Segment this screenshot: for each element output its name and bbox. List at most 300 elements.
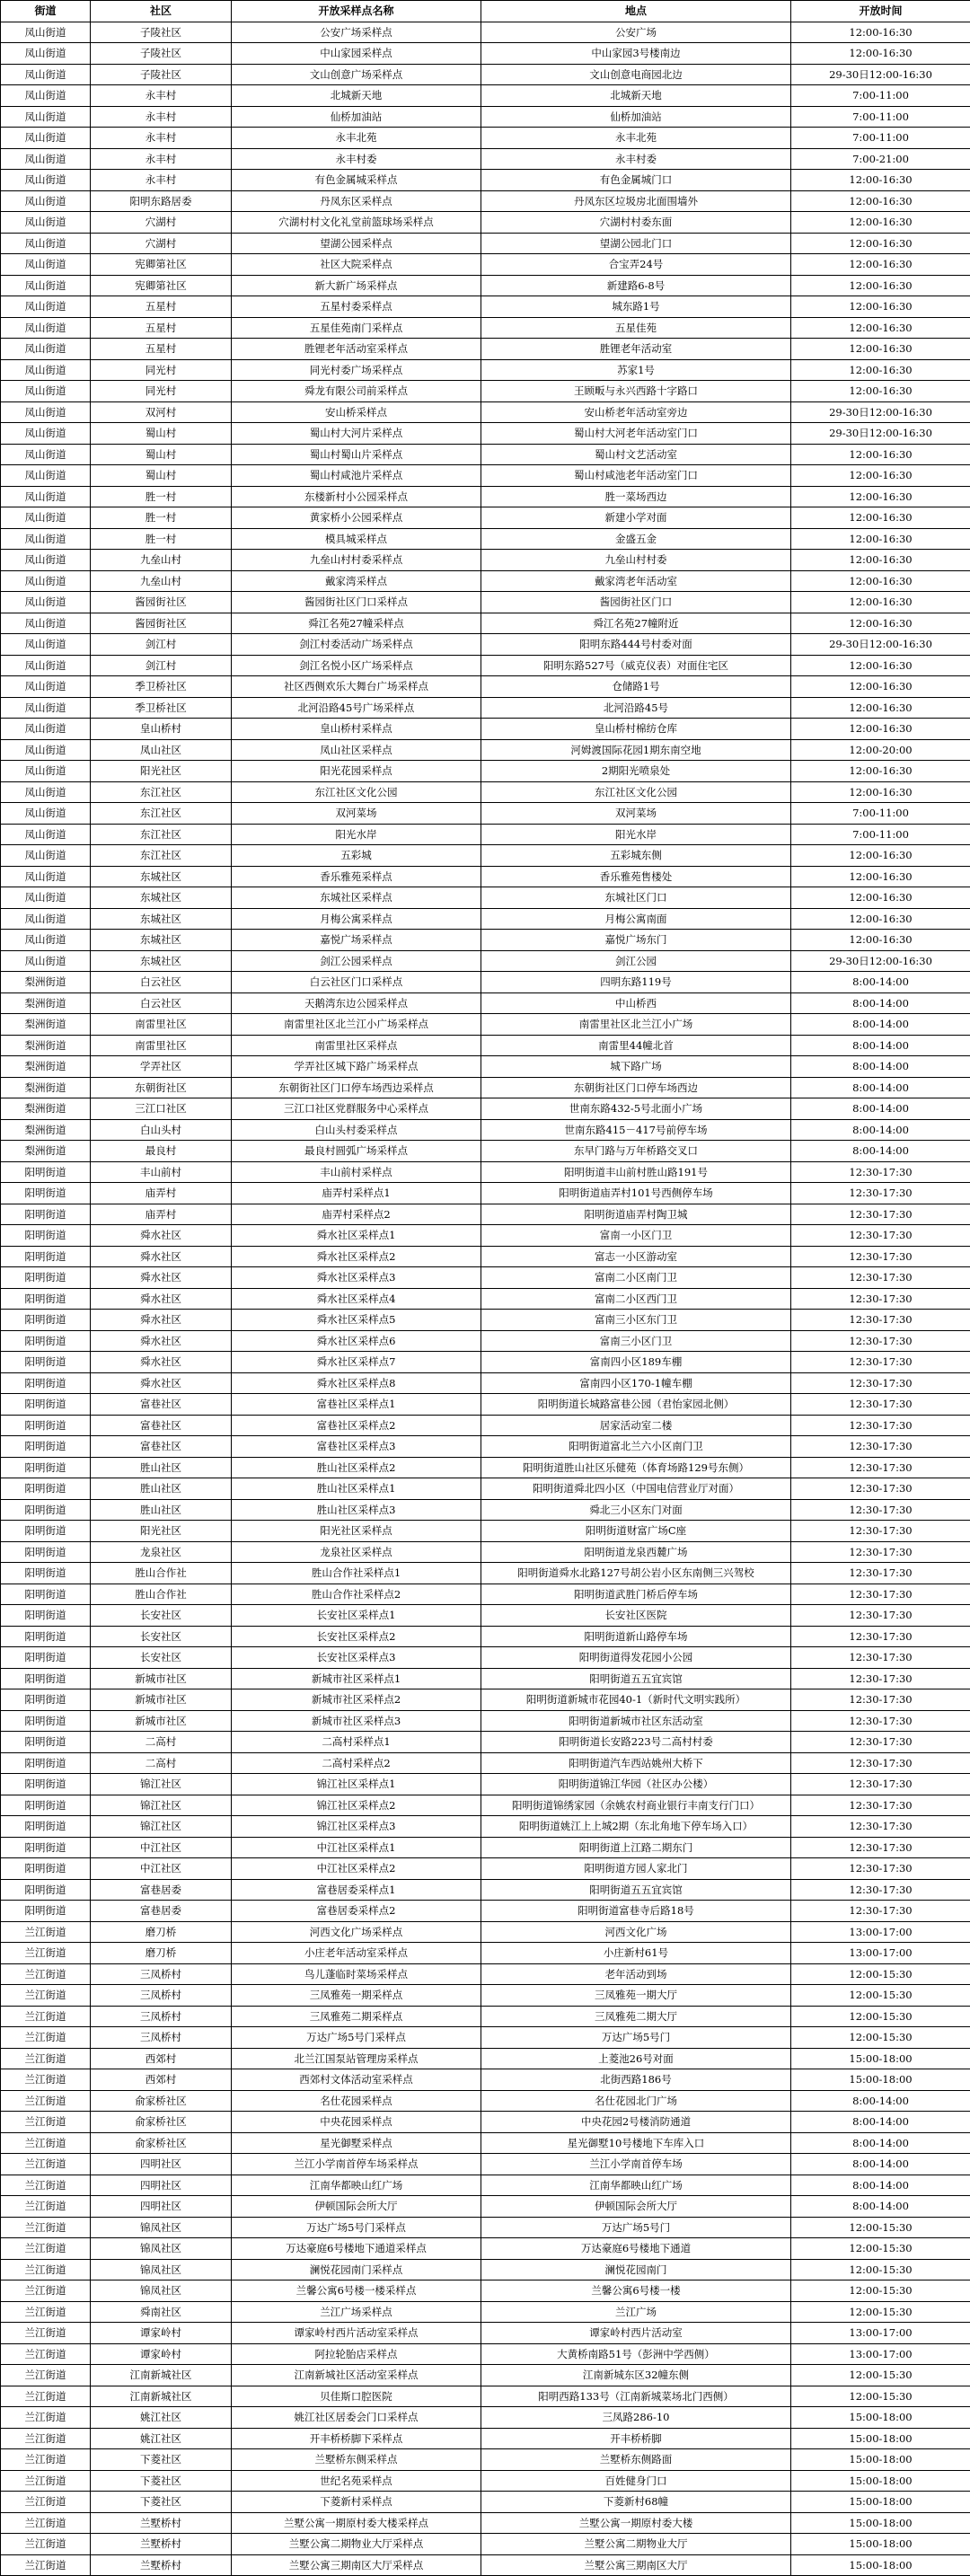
cell-open-time: 12:30-17:30 — [791, 1710, 970, 1732]
cell-street: 阳明街道 — [1, 1499, 91, 1521]
cell-community: 锦凤社区 — [91, 2280, 232, 2302]
cell-community: 胜一村 — [91, 486, 232, 507]
cell-site-name: 舜水社区采样点1 — [232, 1225, 481, 1247]
cell-community: 五星村 — [91, 317, 232, 339]
cell-open-time: 12:00-16:30 — [791, 212, 970, 234]
cell-community: 同光村 — [91, 381, 232, 402]
cell-street: 阳明街道 — [1, 1161, 91, 1183]
cell-site-name: 社区西侧欢乐大舞台广场采样点 — [232, 676, 481, 698]
cell-location: 五星佳苑 — [481, 317, 791, 339]
cell-open-time: 12:00-15:30 — [791, 2006, 970, 2027]
cell-open-time: 8:00-14:00 — [791, 992, 970, 1014]
cell-community: 舜水社区 — [91, 1288, 232, 1310]
cell-location: 阳明街道姚江上上城2期（东北角地下停车场入口） — [481, 1816, 791, 1838]
cell-street: 阳明街道 — [1, 1183, 91, 1204]
cell-site-name: 姚江社区居委会门口采样点 — [232, 2407, 481, 2429]
cell-community: 五星村 — [91, 296, 232, 318]
cell-open-time: 12:00-16:30 — [791, 465, 970, 487]
cell-location: 王顾畈与永兴西路十字路口 — [481, 381, 791, 402]
cell-open-time: 12:30-17:30 — [791, 1858, 970, 1880]
cell-community: 东城社区 — [91, 887, 232, 909]
cell-open-time: 7:00-21:00 — [791, 148, 970, 170]
cell-street: 梨洲街道 — [1, 1119, 91, 1141]
cell-street: 梨洲街道 — [1, 992, 91, 1014]
cell-location: 三凤路286-10 — [481, 2407, 791, 2429]
table-row — [1, 233, 970, 254]
cell-street: 梨洲街道 — [1, 1014, 91, 1036]
cell-open-time: 12:30-17:30 — [791, 1752, 970, 1774]
cell-street: 兰江街道 — [1, 2154, 91, 2175]
cell-location: 上菱池26号对面 — [481, 2048, 791, 2069]
cell-location: 阳明街道庙弄村陶卫城 — [481, 1204, 791, 1225]
table-row — [1, 719, 970, 740]
table-row — [1, 992, 970, 1014]
cell-site-name: 长安社区采样点2 — [232, 1626, 481, 1647]
cell-site-name: 兰馨公寓6号楼一楼采样点 — [232, 2280, 481, 2302]
table-row — [1, 570, 970, 592]
cell-open-time: 12:30-17:30 — [791, 1816, 970, 1838]
cell-open-time: 12:00-16:30 — [791, 697, 970, 719]
table-row — [1, 1372, 970, 1394]
cell-site-name: 五星佳苑南门采样点 — [232, 317, 481, 339]
cell-community: 兰墅桥村 — [91, 2512, 232, 2534]
cell-site-name: 嘉悦广场采样点 — [232, 930, 481, 951]
cell-open-time: 15:00-18:00 — [791, 2470, 970, 2492]
cell-site-name: 万达豪庭6号楼地下通道采样点 — [232, 2238, 481, 2260]
table-row — [1, 212, 970, 234]
table-row — [1, 550, 970, 571]
cell-street: 凤山街道 — [1, 486, 91, 507]
cell-site-name: 长安社区采样点3 — [232, 1647, 481, 1669]
cell-community: 舜水社区 — [91, 1246, 232, 1267]
table-row — [1, 2470, 970, 2492]
cell-location: 阳明街道五五宜宾馆 — [481, 1879, 791, 1901]
cell-location: 皇山桥村棉纺仓库 — [481, 719, 791, 740]
cell-street: 阳明街道 — [1, 1225, 91, 1247]
cell-street: 阳明街道 — [1, 1605, 91, 1627]
table-row — [1, 2428, 970, 2449]
table-row — [1, 2449, 970, 2471]
cell-street: 阳明街道 — [1, 1858, 91, 1880]
cell-site-name: 三凤雅苑一期采样点 — [232, 1985, 481, 2007]
table-row — [1, 1921, 970, 1943]
cell-location: 万达广场5号门 — [481, 2217, 791, 2238]
cell-site-name: 永丰北苑 — [232, 128, 481, 149]
cell-community: 庙弄村 — [91, 1204, 232, 1225]
cell-open-time: 15:00-18:00 — [791, 2407, 970, 2429]
cell-street: 凤山街道 — [1, 22, 91, 43]
cell-open-time: 12:30-17:30 — [791, 1415, 970, 1436]
cell-open-time: 12:30-17:30 — [791, 1161, 970, 1183]
cell-community: 龙泉社区 — [91, 1541, 232, 1563]
cell-street: 凤山街道 — [1, 507, 91, 529]
cell-community: 锦江社区 — [91, 1795, 232, 1816]
cell-open-time: 15:00-18:00 — [791, 2512, 970, 2534]
table-row — [1, 634, 970, 656]
cell-open-time: 12:00-15:30 — [791, 2280, 970, 2302]
cell-open-time: 15:00-18:00 — [791, 2554, 970, 2576]
cell-location: 城下路广场 — [481, 1056, 791, 1078]
cell-location: 中山桥西 — [481, 992, 791, 1014]
table-row — [1, 2217, 970, 2238]
cell-site-name: 文山创意广场采样点 — [232, 64, 481, 85]
table-row — [1, 2132, 970, 2154]
cell-community: 阳明东路居委 — [91, 190, 232, 212]
cell-street: 凤山街道 — [1, 739, 91, 761]
cell-open-time: 12:30-17:30 — [791, 1246, 970, 1267]
cell-site-name: 富巷社区采样点3 — [232, 1436, 481, 1458]
cell-location: 河西文化广场 — [481, 1921, 791, 1943]
cell-location: 阳明东路527号（威克仪表）对面住宅区 — [481, 655, 791, 676]
cell-site-name: 二高村采样点1 — [232, 1732, 481, 1753]
cell-open-time: 12:00-16:30 — [791, 655, 970, 676]
table-row — [1, 908, 970, 930]
cell-street: 阳明街道 — [1, 1394, 91, 1416]
cell-community: 胜山合作社 — [91, 1584, 232, 1605]
cell-community: 富巷居委 — [91, 1879, 232, 1901]
cell-site-name: 同光村委广场采样点 — [232, 359, 481, 381]
cell-street: 阳明街道 — [1, 1837, 91, 1858]
cell-site-name: 三江口社区党群服务中心采样点 — [232, 1098, 481, 1120]
cell-site-name: 新大新广场采样点 — [232, 275, 481, 296]
cell-community: 胜山合作社 — [91, 1563, 232, 1584]
cell-location: 城东路1号 — [481, 296, 791, 318]
cell-community: 子陵社区 — [91, 64, 232, 85]
cell-street: 兰江街道 — [1, 2280, 91, 2302]
table-row — [1, 1837, 970, 1858]
cell-site-name: 北河沿路45号广场采样点 — [232, 697, 481, 719]
cell-location: 万达广场5号门 — [481, 2027, 791, 2049]
cell-site-name: 舜水社区采样点3 — [232, 1267, 481, 1289]
cell-location: 兰江广场 — [481, 2301, 791, 2323]
cell-community: 西郊村 — [91, 2069, 232, 2091]
cell-open-time: 8:00-14:00 — [791, 1014, 970, 1036]
cell-open-time: 12:30-17:30 — [791, 1225, 970, 1247]
cell-community: 西郊村 — [91, 2048, 232, 2069]
header-community: 社区 — [91, 1, 232, 22]
cell-community: 子陵社区 — [91, 22, 232, 43]
cell-site-name: 舜水社区采样点2 — [232, 1246, 481, 1267]
cell-open-time: 13:00-17:00 — [791, 2323, 970, 2344]
cell-location: 世南东路432-5号北面小广场 — [481, 1098, 791, 1120]
table-row — [1, 1732, 970, 1753]
cell-site-name: 锦江社区采样点3 — [232, 1816, 481, 1838]
cell-open-time: 12:30-17:30 — [791, 1521, 970, 1542]
cell-location: 开丰桥桥脚 — [481, 2428, 791, 2449]
cell-open-time: 8:00-14:00 — [791, 2090, 970, 2112]
cell-site-name: 最良村圆弧广场采样点 — [232, 1141, 481, 1162]
cell-open-time: 12:00-15:30 — [791, 2238, 970, 2260]
cell-street: 凤山街道 — [1, 317, 91, 339]
cell-open-time: 8:00-14:00 — [791, 1098, 970, 1120]
cell-location: 万达豪庭6号楼地下通道 — [481, 2238, 791, 2260]
cell-open-time: 12:00-16:30 — [791, 845, 970, 867]
cell-street: 梨洲街道 — [1, 1141, 91, 1162]
cell-street: 阳明街道 — [1, 1816, 91, 1838]
cell-open-time: 12:00-16:30 — [791, 592, 970, 613]
cell-location: 江南华都映山红广场 — [481, 2175, 791, 2196]
cell-site-name: 皇山桥村采样点 — [232, 719, 481, 740]
cell-open-time: 12:00-16:30 — [791, 296, 970, 318]
cell-location: 阳明街道新城市花园40-1（新时代文明实践所） — [481, 1689, 791, 1711]
table-row — [1, 1774, 970, 1795]
cell-site-name: 胜山合作社采样点2 — [232, 1584, 481, 1605]
cell-community: 舜水社区 — [91, 1372, 232, 1394]
table-row — [1, 444, 970, 465]
cell-street: 兰江街道 — [1, 2090, 91, 2112]
cell-street: 凤山街道 — [1, 930, 91, 951]
cell-location: 永丰北苑 — [481, 128, 791, 149]
cell-street: 凤山街道 — [1, 634, 91, 656]
table-row — [1, 2534, 970, 2555]
cell-open-time: 8:00-14:00 — [791, 2154, 970, 2175]
cell-site-name: 富巷社区采样点2 — [232, 1415, 481, 1436]
cell-open-time: 12:30-17:30 — [791, 1563, 970, 1584]
cell-street: 梨洲街道 — [1, 1035, 91, 1056]
cell-open-time: 12:30-17:30 — [791, 1605, 970, 1627]
cell-street: 兰江街道 — [1, 2006, 91, 2027]
cell-site-name: 兰墅公寓二期物业大厅采样点 — [232, 2534, 481, 2555]
cell-site-name: 下菱新村采样点 — [232, 2492, 481, 2513]
cell-location: 仙桥加油站 — [481, 106, 791, 128]
table-row — [1, 866, 970, 887]
table-row — [1, 170, 970, 191]
cell-location: 酱园街社区门口 — [481, 592, 791, 613]
cell-site-name: 东楼新村小公园采样点 — [232, 486, 481, 507]
cell-street: 阳明街道 — [1, 1372, 91, 1394]
cell-open-time: 12:30-17:30 — [791, 1372, 970, 1394]
cell-open-time: 12:00-16:30 — [791, 781, 970, 803]
cell-location: 中山家园3号楼南边 — [481, 43, 791, 65]
cell-site-name: 庙弄村采样点2 — [232, 1204, 481, 1225]
cell-open-time: 12:00-20:00 — [791, 739, 970, 761]
cell-community: 俞家桥社区 — [91, 2090, 232, 2112]
cell-location: 九垒山村村委 — [481, 550, 791, 571]
cell-site-name: 舜江名苑27幢采样点 — [232, 613, 481, 634]
table-row — [1, 2365, 970, 2386]
cell-location: 阳明东路444号村委对面 — [481, 634, 791, 656]
cell-street: 梨洲街道 — [1, 972, 91, 993]
table-row — [1, 275, 970, 296]
cell-street: 凤山街道 — [1, 233, 91, 254]
cell-site-name: 新城市社区采样点1 — [232, 1668, 481, 1689]
cell-open-time: 12:30-17:30 — [791, 1584, 970, 1605]
cell-open-time: 12:30-17:30 — [791, 1183, 970, 1204]
cell-street: 凤山街道 — [1, 887, 91, 909]
cell-location: 富南二小区西门卫 — [481, 1288, 791, 1310]
cell-open-time: 12:00-16:30 — [791, 359, 970, 381]
cell-location: 星光御墅10号楼地下车库入口 — [481, 2132, 791, 2154]
cell-site-name: 新城市社区采样点3 — [232, 1710, 481, 1732]
cell-location: 兰墅公寓三期南区大厅 — [481, 2554, 791, 2576]
cell-open-time: 12:00-16:30 — [791, 170, 970, 191]
cell-location: 富南三小区东门卫 — [481, 1310, 791, 1331]
cell-street: 兰江街道 — [1, 1963, 91, 1985]
cell-open-time: 12:00-16:30 — [791, 444, 970, 465]
cell-location: 中央花园2号楼消防通道 — [481, 2112, 791, 2133]
cell-community: 东朝街社区 — [91, 1077, 232, 1098]
cell-site-name: 舜水社区采样点6 — [232, 1330, 481, 1352]
table-row — [1, 1478, 970, 1500]
table-row — [1, 1858, 970, 1880]
cell-location: 兰江小学南首停车场 — [481, 2154, 791, 2175]
cell-community: 酱园街社区 — [91, 592, 232, 613]
cell-open-time: 12:00-16:30 — [791, 275, 970, 296]
cell-open-time: 12:00-16:30 — [791, 190, 970, 212]
table-row — [1, 190, 970, 212]
cell-location: 江南新城东区32幢东侧 — [481, 2365, 791, 2386]
table-row — [1, 2090, 970, 2112]
cell-site-name: 河西文化广场采样点 — [232, 1921, 481, 1943]
cell-street: 凤山街道 — [1, 528, 91, 550]
table-row — [1, 2386, 970, 2407]
cell-site-name: 阳光社区采样点 — [232, 1521, 481, 1542]
cell-location: 富南二小区南门卫 — [481, 1267, 791, 1289]
table-row — [1, 1056, 970, 1078]
cell-open-time: 29-30日12:00-16:30 — [791, 401, 970, 423]
cell-street: 阳明街道 — [1, 1879, 91, 1901]
cell-location: 世南东路415－417号前停车场 — [481, 1119, 791, 1141]
cell-community: 双河村 — [91, 401, 232, 423]
table-row — [1, 1204, 970, 1225]
cell-community: 凤山社区 — [91, 739, 232, 761]
table-row — [1, 2048, 970, 2069]
cell-community: 富巷居委 — [91, 1901, 232, 1922]
cell-open-time: 8:00-14:00 — [791, 2112, 970, 2133]
cell-site-name: 安山桥采样点 — [232, 401, 481, 423]
cell-street: 阳明街道 — [1, 1478, 91, 1500]
cell-open-time: 8:00-14:00 — [791, 1056, 970, 1078]
cell-street: 阳明街道 — [1, 1626, 91, 1647]
cell-location: 下菱新村68幢 — [481, 2492, 791, 2513]
cell-street: 阳明街道 — [1, 1901, 91, 1922]
cell-site-name: 兰墅公寓一期原村委大楼采样点 — [232, 2512, 481, 2534]
cell-site-name: 舜龙有限公司前采样点 — [232, 381, 481, 402]
cell-open-time: 8:00-14:00 — [791, 2175, 970, 2196]
cell-site-name: 凤山社区采样点 — [232, 739, 481, 761]
cell-street: 兰江街道 — [1, 1985, 91, 2007]
cell-community: 谭家岭村 — [91, 2343, 232, 2365]
cell-street: 凤山街道 — [1, 85, 91, 107]
cell-community: 富巷社区 — [91, 1394, 232, 1416]
header-open-time: 开放时间 — [791, 1, 970, 22]
table-row — [1, 1752, 970, 1774]
cell-site-name: 万达广场5号门采样点 — [232, 2217, 481, 2238]
table-row — [1, 1119, 970, 1141]
cell-site-name: 五星村委采样点 — [232, 296, 481, 318]
cell-location: 戴家湾老年活动室 — [481, 570, 791, 592]
cell-site-name: 胜山社区采样点3 — [232, 1499, 481, 1521]
cell-location: 公安广场 — [481, 22, 791, 43]
cell-location: 阳明街道武胜门桥后停车场 — [481, 1584, 791, 1605]
cell-community: 丰山前村 — [91, 1161, 232, 1183]
cell-location: 三凤雅苑一期大厅 — [481, 1985, 791, 2007]
table-row — [1, 2512, 970, 2534]
cell-street: 兰江街道 — [1, 2048, 91, 2069]
cell-location: 北城新天地 — [481, 85, 791, 107]
cell-community: 四明社区 — [91, 2196, 232, 2218]
cell-site-name: 阳光花园采样点 — [232, 761, 481, 782]
cell-open-time: 15:00-18:00 — [791, 2069, 970, 2091]
cell-site-name: 中江社区采样点1 — [232, 1837, 481, 1858]
cell-street: 凤山街道 — [1, 43, 91, 65]
table-row — [1, 1077, 970, 1098]
cell-street: 梨洲街道 — [1, 1098, 91, 1120]
cell-open-time: 13:00-17:00 — [791, 2343, 970, 2365]
table-row — [1, 254, 970, 276]
cell-community: 最良村 — [91, 1141, 232, 1162]
cell-location: 阳明街道舜水北路127号胡公岩小区东南侧三兴驾校 — [481, 1563, 791, 1584]
cell-open-time: 12:00-15:30 — [791, 2365, 970, 2386]
cell-open-time: 12:00-16:30 — [791, 908, 970, 930]
cell-open-time: 12:30-17:30 — [791, 1647, 970, 1669]
table-row — [1, 613, 970, 634]
cell-site-name: 舜水社区采样点8 — [232, 1372, 481, 1394]
cell-street: 阳明街道 — [1, 1457, 91, 1478]
cell-street: 兰江街道 — [1, 2343, 91, 2365]
cell-open-time: 12:00-16:30 — [791, 317, 970, 339]
cell-location: 双河菜场 — [481, 803, 791, 825]
cell-street: 凤山街道 — [1, 359, 91, 381]
table-row — [1, 2238, 970, 2260]
cell-community: 俞家桥社区 — [91, 2112, 232, 2133]
cell-location: 阳明街道富北兰六小区南门卫 — [481, 1436, 791, 1458]
cell-open-time: 12:30-17:30 — [791, 1541, 970, 1563]
table-row — [1, 1710, 970, 1732]
cell-street: 阳明街道 — [1, 1267, 91, 1289]
cell-location: 阳明街道龙泉西麓广场 — [481, 1541, 791, 1563]
cell-site-name: 酱园街社区门口采样点 — [232, 592, 481, 613]
cell-open-time: 12:30-17:30 — [791, 1689, 970, 1711]
cell-community: 永丰村 — [91, 106, 232, 128]
cell-site-name: 新城市社区采样点2 — [232, 1689, 481, 1711]
header-location: 地点 — [481, 1, 791, 22]
cell-open-time: 12:00-15:30 — [791, 1985, 970, 2007]
cell-location: 东江社区文化公园 — [481, 781, 791, 803]
cell-site-name: 东江社区文化公园 — [232, 781, 481, 803]
table-row — [1, 1626, 970, 1647]
cell-open-time: 12:30-17:30 — [791, 1310, 970, 1331]
cell-location: 阳明街道锦江华园（社区办公楼） — [481, 1774, 791, 1795]
cell-site-name: 蜀山村蜀山片采样点 — [232, 444, 481, 465]
cell-community: 剑江村 — [91, 655, 232, 676]
cell-street: 兰江街道 — [1, 2217, 91, 2238]
cell-street: 凤山街道 — [1, 444, 91, 465]
table-row — [1, 1330, 970, 1352]
cell-street: 阳明街道 — [1, 1710, 91, 1732]
cell-open-time: 12:30-17:30 — [791, 1879, 970, 1901]
cell-location: 新建路6-8号 — [481, 275, 791, 296]
cell-location: 新建小学对面 — [481, 507, 791, 529]
cell-community: 东城社区 — [91, 866, 232, 887]
cell-street: 阳明街道 — [1, 1310, 91, 1331]
table-row — [1, 339, 970, 360]
cell-site-name: 东城社区采样点 — [232, 887, 481, 909]
table-row — [1, 803, 970, 825]
cell-street: 凤山街道 — [1, 148, 91, 170]
cell-community: 姚江社区 — [91, 2407, 232, 2429]
cell-street: 阳明街道 — [1, 1415, 91, 1436]
cell-community: 三凤桥村 — [91, 1985, 232, 2007]
cell-open-time: 15:00-18:00 — [791, 2534, 970, 2555]
cell-location: 富南三小区门卫 — [481, 1330, 791, 1352]
table-row — [1, 1436, 970, 1458]
cell-location: 百姓健身门口 — [481, 2470, 791, 2492]
cell-street: 阳明街道 — [1, 1795, 91, 1816]
cell-open-time: 12:30-17:30 — [791, 1901, 970, 1922]
cell-street: 凤山街道 — [1, 212, 91, 234]
cell-street: 梨洲街道 — [1, 1056, 91, 1078]
